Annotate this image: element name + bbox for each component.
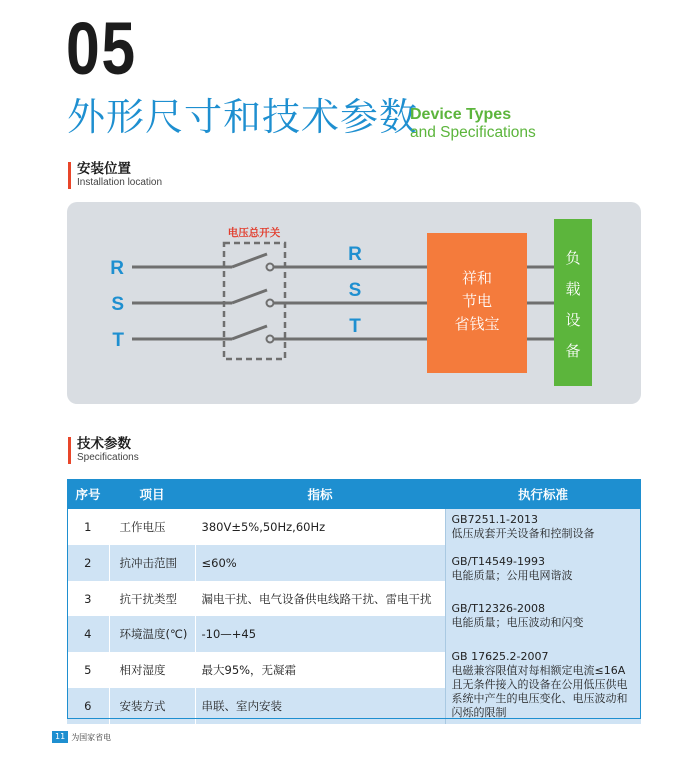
standard-code: GB7251.1-2013	[451, 513, 539, 526]
column-header-item: 项目	[109, 479, 195, 509]
row-value: ≤60%	[195, 545, 445, 581]
load-equipment	[554, 219, 592, 386]
standard-code: GB/T14549-1993	[451, 555, 545, 568]
phase-label-s-left: S	[111, 294, 124, 315]
phase-label-r-left: R	[110, 258, 124, 279]
page-footer	[52, 731, 111, 743]
load-label-char-3: 设	[565, 311, 581, 329]
specs-table	[67, 479, 641, 724]
row-item: 抗干扰类型	[109, 581, 195, 617]
switch-contact-t	[267, 336, 274, 343]
row-item: 工作电压	[109, 509, 195, 545]
page-subtitle-en	[410, 106, 536, 142]
row-item: 抗冲击范围	[109, 545, 195, 581]
row-index: 5	[67, 652, 109, 688]
phase-label-r-right: R	[348, 244, 362, 265]
load-label-char-2: 载	[565, 280, 581, 298]
row-value: 380V±5%,50Hz,60Hz	[195, 509, 445, 545]
column-header-value: 指标	[195, 479, 445, 509]
installation-title: 安装位置	[77, 161, 131, 177]
footer-brand: 为国家省电	[71, 732, 112, 742]
subtitle-line-1: Device Types	[410, 106, 512, 123]
section-number: 05	[66, 7, 137, 90]
row-index: 3	[67, 581, 109, 617]
row-item: 安装方式	[109, 688, 195, 724]
phase-label-t-right: T	[349, 316, 361, 337]
standard-desc: 低压成套开关设备和控制设备	[451, 527, 595, 540]
phase-label-t-left: T	[112, 330, 124, 351]
installation-title-en: Installation location	[77, 176, 163, 188]
standard-code: GB 17625.2-2007	[451, 650, 549, 663]
device-label-line-1: 祥和	[461, 269, 493, 287]
page-number: 11	[52, 731, 68, 743]
row-index: 4	[67, 616, 109, 652]
row-index: 2	[67, 545, 109, 581]
specs-title: 技术参数	[77, 436, 131, 452]
row-index: 1	[67, 509, 109, 545]
specs-section-heading	[68, 437, 139, 464]
standard-desc: 电能质量；电压波动和闪变	[451, 616, 584, 629]
switch-contact-r	[267, 264, 274, 271]
device-label-line-3: 省钱宝	[454, 315, 500, 333]
installation-section-heading	[68, 162, 162, 189]
column-header-index: 序号	[67, 479, 109, 509]
row-item: 相对湿度	[109, 652, 195, 688]
row-value: 漏电干扰、电气设备供电线路干扰、雷电干扰	[195, 581, 445, 617]
row-value: 串联、室内安装	[195, 688, 445, 724]
switch-blade-r	[232, 254, 267, 267]
switch-contact-s	[267, 300, 274, 307]
device-label-line-2: 节电	[461, 292, 493, 310]
row-item: 环境温度(℃)	[109, 616, 195, 652]
column-header-standard: 执行标准	[445, 479, 641, 509]
switch-blade-s	[232, 290, 267, 303]
page-title: 外形尺寸和技术参数	[67, 95, 419, 139]
load-label-char-4: 备	[565, 342, 581, 360]
phase-label-s-right: S	[348, 280, 362, 301]
switch-label: 电压总开关	[227, 227, 281, 239]
row-value: 最大95%，无凝霜	[195, 652, 445, 688]
row-value: -10—+45	[195, 616, 445, 652]
installation-diagram	[67, 202, 641, 404]
specs-title-en: Specifications	[77, 451, 139, 463]
wiring-diagram-svg	[67, 202, 641, 404]
standard-desc: 电磁兼容限值对每相额定电流≤16A且无条件接入的设备在公用低压供电系统中产生的电压变化、电压波动和闪烁的限制	[451, 664, 628, 719]
standard-desc: 电能质量；公用电网谐波	[451, 569, 573, 582]
table-row	[67, 509, 641, 545]
load-label-char-1: 负	[565, 249, 581, 267]
standard-code: GB/T12326-2008	[451, 602, 545, 615]
row-index: 6	[67, 688, 109, 724]
table-header-row	[67, 479, 641, 509]
standards-cell	[445, 509, 641, 724]
subtitle-line-2: and Specifications	[410, 124, 536, 142]
switch-blade-t	[232, 326, 267, 339]
